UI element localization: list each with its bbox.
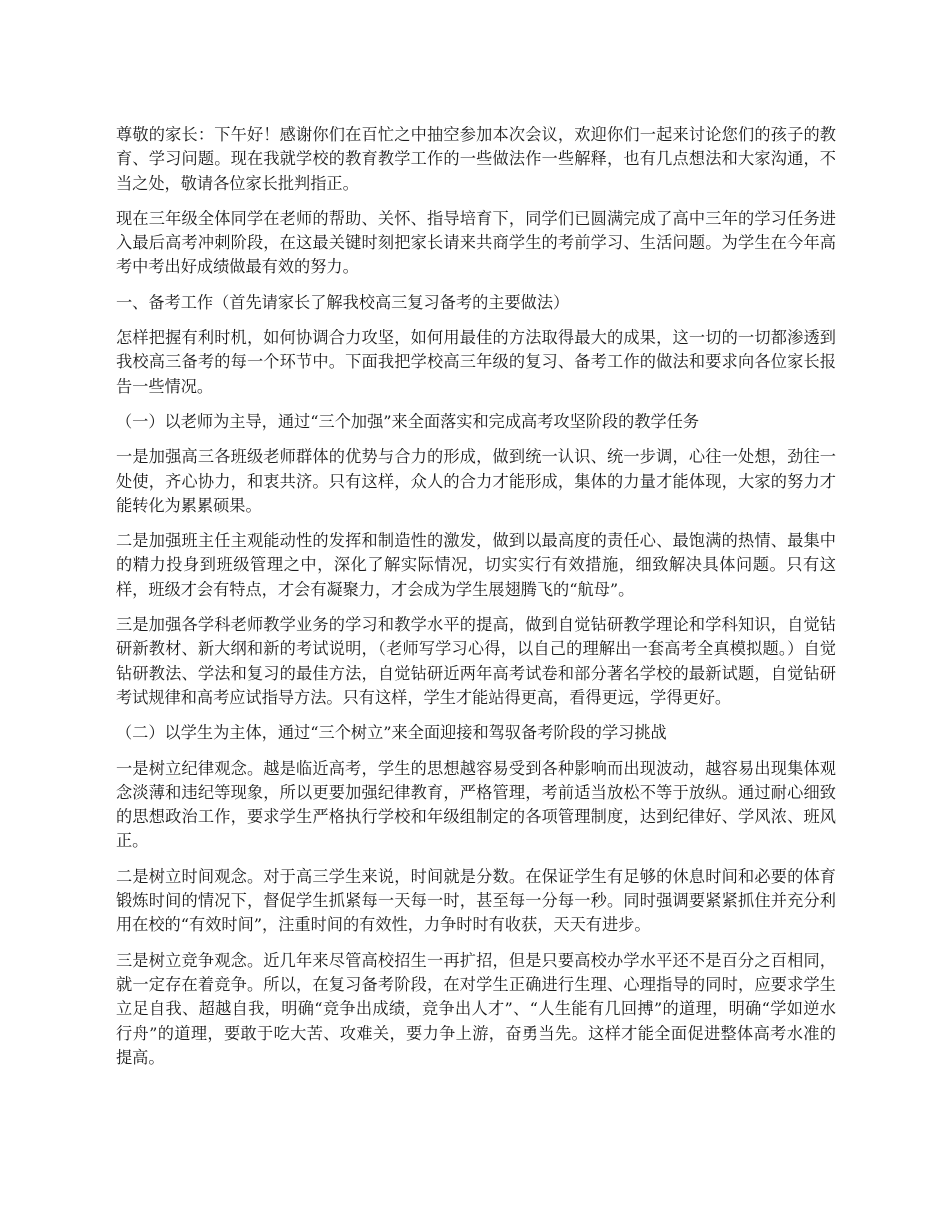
paragraph-students-point-1: 一是树立纪律观念。越是临近高考，学生的思想越容易受到各种影响而出现波动，越容易出现集体观念淡薄和违纪等现象，所以更要加强纪律教育，严格管理，考前适当放松不等于放纵。通过耐心细致的思想政治工作，要求学生严格执行学校和年级组制定的各项管理制度，达到纪律好、学风浓、班风正。: [116, 758, 836, 851]
paragraph-teachers-point-1: 一是加强高三各班级老师群体的优势与合力的形成，做到统一认识、统一步调，心往一处想，劲往一处使，齐心协力，和衷共济。只有这样，众人的合力才能形成，集体的力量才能体现，大家的努力才能转化为累累硕果。: [116, 447, 836, 515]
paragraph-intro: 现在三年级全体同学在老师的帮助、关怀、指导培育下，同学们已圆满完成了高中三年的学习任务进入最后高考冲刺阶段，在这最关键时刻把家长请来共商学生的考前学习、生活问题。为学生在今年高考中考出好成绩做最有效的努力。: [116, 208, 836, 277]
paragraph-students-point-3: 三是树立竞争观念。近几年来尽管高校招生一再扩招，但是只要高校办学水平还不是百分之百相同，就一定存在着竞争。所以，在复习备考阶段，在对学生正确进行生理、心理指导的同时，应要求学生立足自我、超越自我，明确“竞争出成绩，竞争出人才”、“人生能有几回搏”的道理，明确“学如逆水行舟”的道理，要敢于吃大苦、攻难关，要力争上游，奋勇当先。这样才能全面促进整体高考水准的提高。: [116, 950, 836, 1067]
paragraph-teachers-point-2: 二是加强班主任主观能动性的发挥和制造性的激发，做到以最高度的责任心、最饱满的热情、最集中的精力投身到班级管理之中，深化了解实际情况，切实实行有效措施，细致解决具体问题。只有这样，班级才会有特点，才会有凝聚力，才会成为学生展翅腾飞的“航母”。: [116, 531, 836, 599]
paragraph-overview: 怎样把握有利时机，如何协调合力攻坚，如何用最佳的方法取得最大的成果，这一切的一切都渗透到我校高三备考的每一个环节中。下面我把学校高三年级的复习、备考工作的做法和要求向各位家长报告一些情况。: [116, 328, 836, 396]
paragraph-teachers-point-3: 三是加强各学科老师教学业务的学习和教学水平的提高，做到自觉钻研教学理论和学科知识，自觉钻研新教材、新大纲和新的考试说明，（老师写学习心得，以自己的理解出一套高考全真模拟题。）自觉钻研教法、学法和复习的最佳方法，自觉钻研近两年高考试卷和部分著名学校的最新试题，自觉钻研考试规律和高考应试指导方法。只有这样，学生才能站得更高，看得更远，学得更好。: [116, 615, 836, 707]
document-body: [116, 123, 836, 1081]
paragraph-students-point-2: 二是树立时间观念。对于高三学生来说，时间就是分数。在保证学生有足够的休息时间和必要的体育锻炼时间的情况下，督促学生抓紧每一天每一时，甚至每一分每一秒。同时强调要紧紧抓住并充分利用在校的“有效时间”，注重时间的有效性，力争时时有收获，天天有进步。: [116, 866, 836, 935]
section-heading-preparation: 一、备考工作（首先请家长了解我校高三复习备考的主要做法）: [116, 292, 570, 312]
subsection-heading-teachers: （一）以老师为主导，通过“三个加强”来全面落实和完成高考攻坚阶段的教学任务: [116, 411, 700, 431]
paragraph-greeting: 尊敬的家长：下午好！感谢你们在百忙之中抽空参加本次会议，欢迎你们一起来讨论您们的孩子的教育、学习问题。现在我就学校的教育教学工作的一些做法作一些解释，也有几点想法和大家沟通，不当之处，敬请各位家长批判指正。: [116, 125, 836, 193]
subsection-heading-students: （二）以学生为主体，通过“三个树立”来全面迎接和驾驭备考阶段的学习挑战: [116, 723, 667, 743]
